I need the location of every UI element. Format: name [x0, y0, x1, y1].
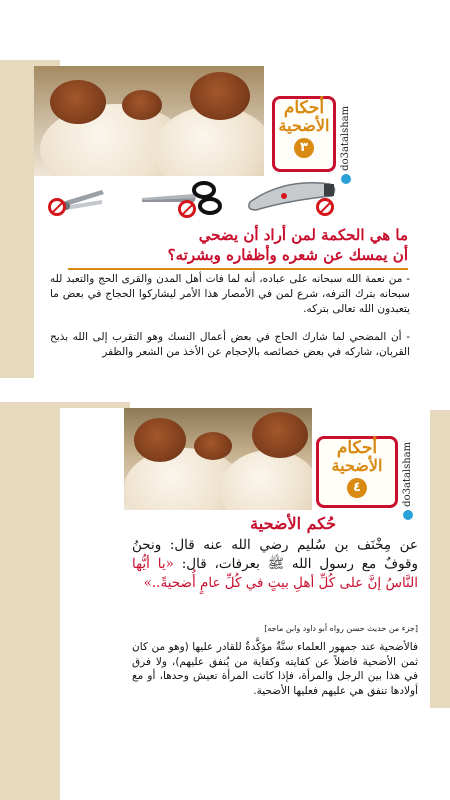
post-card-4[interactable]: [124, 408, 426, 714]
series-badge: [316, 436, 398, 508]
answer-paragraph-2: - أن المضحي لما شارك الحاج في بعض أعمال النسك وهو التقرب إلى الله بذبح القربان، شاركه في بعض خصائصه بالإحجام عن الأخذ من الشعر والظفر: [50, 331, 410, 358]
frame-stripe: [0, 402, 130, 408]
no-entry-icon: [48, 198, 66, 216]
question-heading-line1: ما هي الحكمة لمن أراد أن يضحي: [198, 226, 408, 244]
hadith-intro: عن مِخْنَف بن سُليم رضي الله عنه قال: ونحنُ وقوفٌ مع رسول الله ﷺ بعرفات، قال:: [132, 537, 419, 572]
question-heading-line2: أن يمسك عن شعره وأظفاره وبشرته؟: [167, 246, 408, 264]
section-title: حُكم الأضحية: [250, 514, 336, 533]
badge-number: ٤: [347, 478, 367, 498]
no-entry-icon: [316, 198, 334, 216]
answer-paragraph-1: - من نعمة الله سبحانه على عباده، أنه لما فات أهل المدن والقرى الحج والتعبد لله سبحانه بترك الترفه، شرع لمن في الأمصار هذا الأمر ليشاركوا الحجاج في بعض ما يتعبدون الله تعالى بتركه.: [50, 273, 410, 315]
channel-handle-text: do3atalsham: [340, 105, 351, 171]
channel-handle-text: do3atalsham: [402, 441, 413, 507]
badge-title-line2: الأضحية: [278, 116, 330, 135]
frame-bottom-strip: [60, 708, 450, 800]
sheep-photo: [34, 66, 264, 176]
badge-title-line1: أحكام: [336, 438, 378, 458]
nail-clipper-icon: [58, 184, 108, 218]
hadith-reference: [جزء من حديث حسن رواه أبو داود وابن ماجه]: [264, 624, 418, 633]
series-badge: [272, 96, 336, 172]
badge-number: ٣: [294, 138, 314, 158]
badge-title-line1: أحكام: [283, 98, 325, 118]
divider: [68, 268, 408, 270]
no-entry-icon: [178, 200, 196, 218]
telegram-icon: [403, 510, 413, 520]
hadith-quote: «يا أيُّها النَّاسُ إنَّ على كُلِّ أهلِ بيتٍ في كُلِّ عامٍ أُضحيةً..»: [132, 556, 418, 591]
sheep-photo: [124, 408, 312, 510]
badge-title-line2: الأضحية: [331, 456, 383, 475]
forbidden-tools-row: [44, 176, 344, 222]
frame-block-right: [430, 410, 450, 710]
channel-handle: [340, 100, 351, 184]
ruling-paragraph: فالأضحية عند جمهور العلماء سنَّةٌ مؤكَّدةٌ للقادر عليها (وهو من كان ثمن الأضحية فاضلاً عن كفايته وكفاية من يُنفق عليهم)، ولا فرق في هذا بين الرجل والمرأة، فإذا كانت المرأة تعيش وحدها، أو مع أولادها تنفق هي عليهم فعليها الأضحية.: [132, 641, 418, 697]
frame-block-left: [0, 60, 36, 378]
frame-top-strip: [0, 0, 450, 60]
post-card-3[interactable]: [34, 66, 420, 396]
hadith-text: [132, 536, 418, 593]
channel-handle: [402, 436, 413, 520]
